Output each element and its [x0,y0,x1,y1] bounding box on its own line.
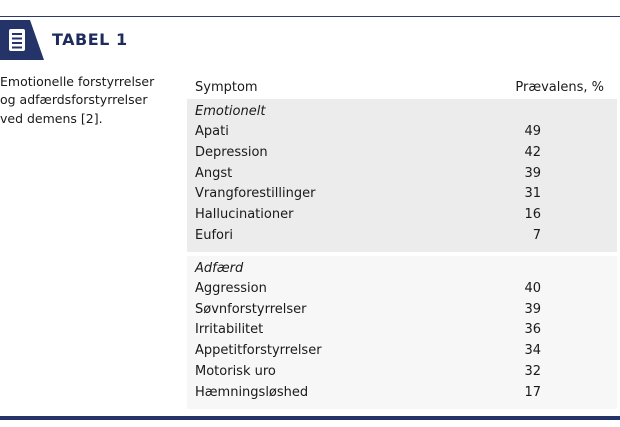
prevalence-value: 42 [524,144,541,160]
table-caption: Emotionelle forstyrrelser og adfærdsforstyrrelser ved demens [2]. [0,74,155,126]
column-header-symptom: Symptom [195,80,258,95]
prevalence-value: 36 [524,322,541,338]
symptom-name: Aggression [195,280,267,296]
prevalence-value: 16 [524,207,541,223]
prevalence-table [187,78,617,409]
table-row [187,184,617,205]
prevalence-value: 31 [524,186,541,202]
symptom-name: Hæmningsløshed [195,384,309,400]
symptom-name: Hallucinationer [195,207,294,223]
group-label: Emotionelt [195,104,266,119]
symptom-name: Eufori [195,227,233,243]
symptom-name: Motorisk uro [195,363,276,379]
table-row [187,383,617,404]
symptom-name: Søvnforstyrrelser [195,301,307,317]
prevalence-value: 34 [524,343,541,359]
table-title: TABEL 1 [52,30,128,49]
table-row [187,362,617,383]
top-rule [0,16,620,17]
table-row [187,143,617,164]
symptom-name: Vrangforestillinger [195,186,316,202]
table-row [187,205,617,226]
group-emotional [187,99,617,252]
table-row [187,341,617,362]
prevalence-value: 49 [524,124,541,139]
table-header-row [187,78,617,99]
symptom-name: Appetitforstyrrelser [195,343,322,359]
group-label: Adfærd [195,260,244,276]
symptom-name: Angst [195,165,233,181]
prevalence-value: 7 [532,227,541,243]
table-row [187,122,617,143]
table-row [187,300,617,321]
prevalence-value: 39 [524,165,541,181]
prevalence-value: 39 [524,301,541,317]
table-row [187,320,617,341]
prevalence-value: 32 [524,363,541,379]
document-list-icon [0,20,44,60]
table-row [187,226,617,247]
prevalence-value: 40 [524,280,541,296]
prevalence-value: 17 [524,384,541,400]
symptom-name: Depression [195,144,268,160]
group-behavioral [187,256,617,409]
table-row [187,279,617,300]
symptom-name: Apati [195,124,229,139]
symptom-name: Irritabilitet [195,322,264,338]
column-header-prevalence: Prævalens, % [515,80,604,95]
bottom-rule [0,416,620,420]
table-row [187,164,617,185]
